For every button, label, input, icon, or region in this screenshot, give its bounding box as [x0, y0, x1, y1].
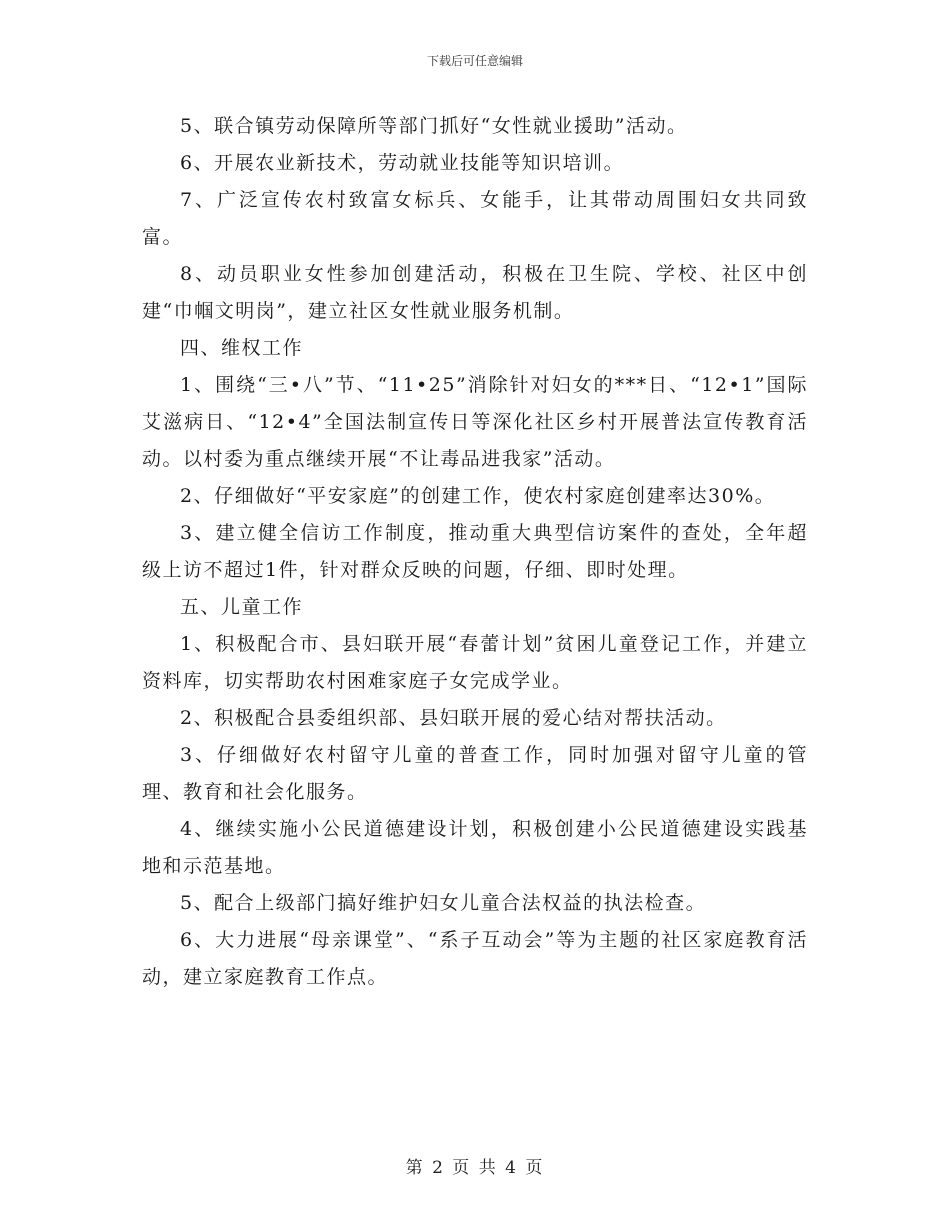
document-body	[142, 108, 808, 996]
section-heading: 四、维权工作	[180, 337, 304, 359]
paragraph: 1、围绕“三•八”节、“11•25”消除针对妇女的***日、“12•1”国际艾滋病日、“12•4”全国法制宣传日等深化社区乡村开展普法宣传教育活动。以村委为重点继续开展“不让毒品进我家”活动。	[142, 374, 808, 470]
section-heading: 五、儿童工作	[180, 596, 304, 618]
paragraph: 8、动员职业女性参加创建活动，积极在卫生院、学校、社区中创建“巾帼文明岗”，建立社区女性就业服务机制。	[142, 263, 808, 322]
paragraph: 5、配合上级部门搞好维护妇女儿童合法权益的执法检查。	[180, 892, 707, 914]
page-header: 下载后可任意编辑	[426, 54, 523, 68]
paragraph: 2、积极配合县委组织部、县妇联开展的爱心结对帮扶活动。	[180, 707, 727, 729]
paragraph: 7、广泛宣传农村致富女标兵、女能手，让其带动周围妇女共同致富。	[142, 189, 808, 248]
paragraph: 3、建立健全信访工作制度，推动重大典型信访案件的查处，全年超级上访不超过1件，针对群众反映的问题，仔细、即时处理。	[142, 522, 808, 581]
paragraph: 4、继续实施小公民道德建设计划，积极创建小公民道德建设实践基地和示范基地。	[142, 818, 808, 877]
paragraph: 2、仔细做好“平安家庭”的创建工作，使农村家庭创建率达30%。	[180, 485, 776, 507]
page-footer: 第 2 页 共 4 页	[405, 1158, 545, 1178]
paragraph: 3、仔细做好农村留守儿童的普查工作，同时加强对留守儿童的管理、教育和社会化服务。	[142, 744, 808, 803]
paragraph: 6、开展农业新技术，劳动就业技能等知识培训。	[180, 152, 625, 174]
paragraph: 5、联合镇劳动保障所等部门抓好“女性就业援助”活动。	[180, 115, 688, 137]
paragraph: 1、积极配合市、县妇联开展“春蕾计划”贫困儿童登记工作，并建立资料库，切实帮助农村困难家庭子女完成学业。	[142, 633, 808, 692]
paragraph: 6、大力进展“母亲课堂”、“系子互动会”等为主题的社区家庭教育活动，建立家庭教育工作点。	[142, 929, 808, 988]
